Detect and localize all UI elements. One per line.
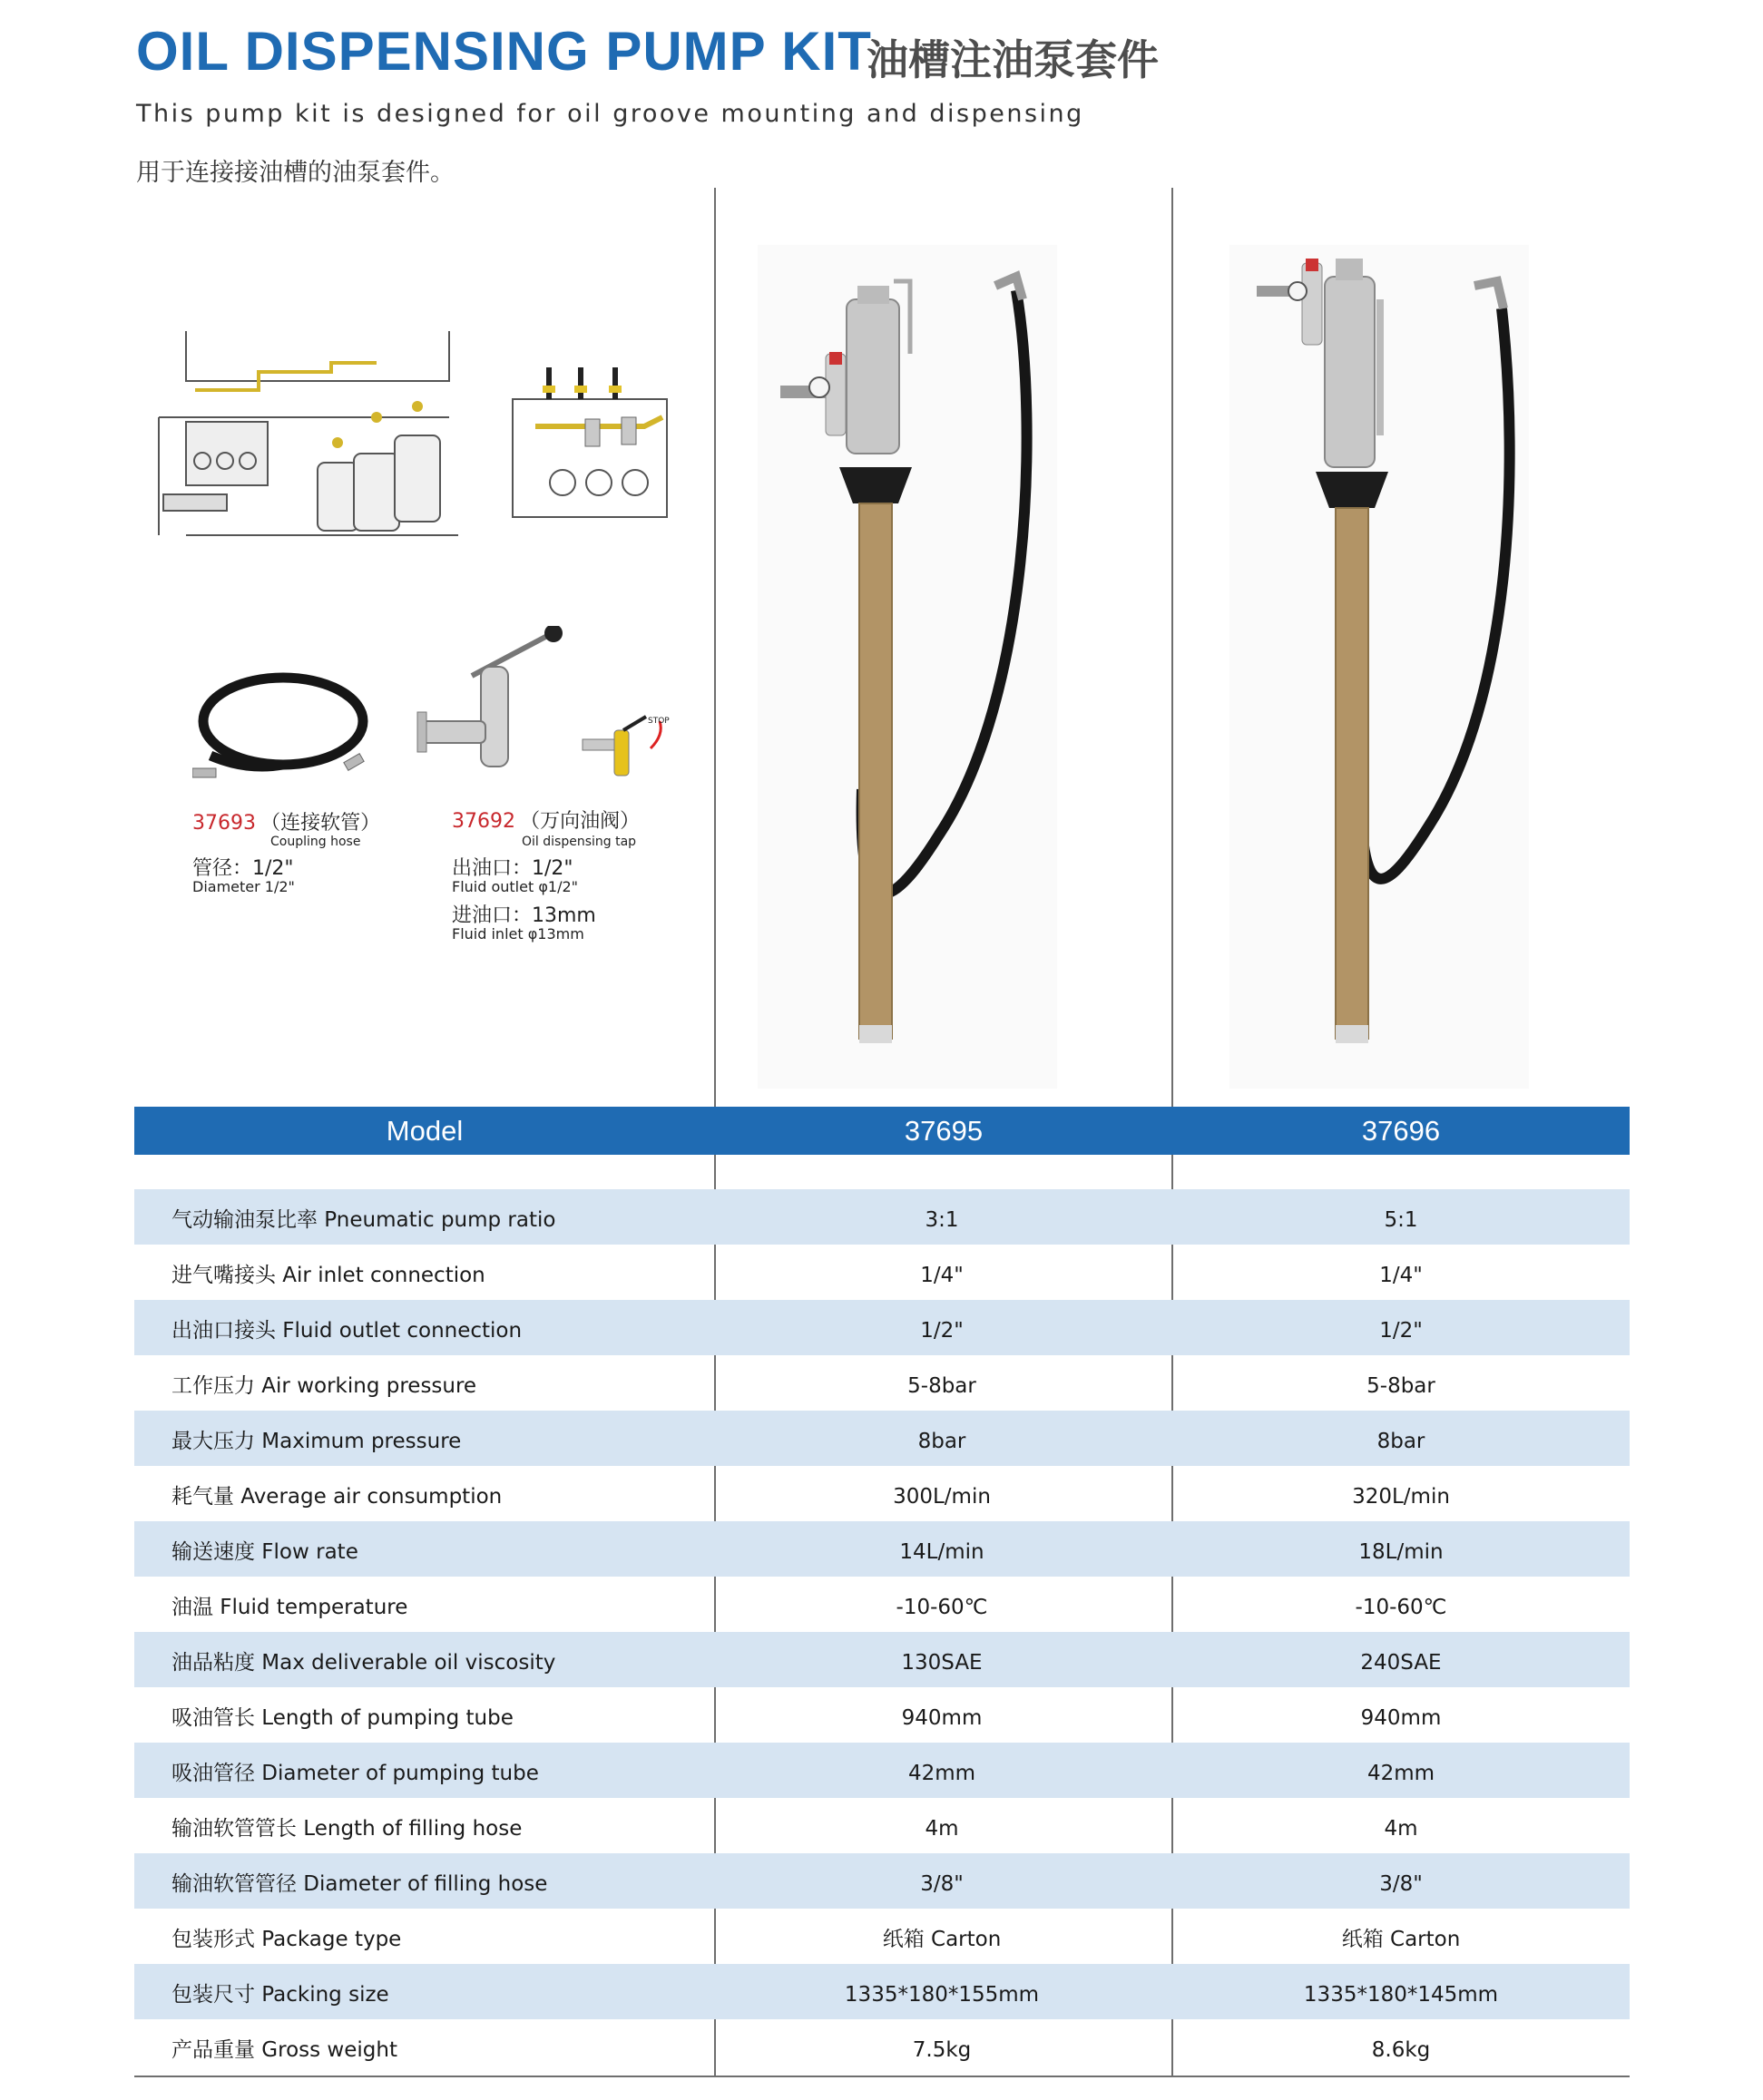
pump-37695-image <box>758 245 1057 1089</box>
table-row <box>134 1909 1630 1964</box>
row-value-37695: 纸箱 Carton <box>882 1928 1002 1951</box>
stop-label: STOP <box>648 717 670 726</box>
row-value-37695: 130SAE <box>901 1651 983 1675</box>
part-name-cn: （万向油阀） <box>520 810 641 833</box>
table-bottom-rule <box>134 2076 1630 2077</box>
row-value-37696: 240SAE <box>1360 1651 1442 1675</box>
table-row <box>134 1687 1630 1743</box>
row-label: 包装尺寸 Packing size <box>171 1983 389 2007</box>
row-value-37696: 1/4" <box>1379 1264 1423 1287</box>
row-value-37695: 7.5kg <box>912 2038 972 2062</box>
part-37693-caption <box>192 807 380 835</box>
row-value-37696: -10-60℃ <box>1355 1596 1447 1619</box>
row-value-37696: 1/2" <box>1379 1319 1423 1343</box>
row-value-37695: 8bar <box>917 1430 966 1453</box>
row-value-37696: 42mm <box>1366 1762 1435 1785</box>
row-value-37695: 42mm <box>907 1762 976 1785</box>
part-name-en: Oil dispensing tap <box>522 835 637 849</box>
row-label: 油温 Fluid temperature <box>171 1596 408 1619</box>
row-label: 产品重量 Gross weight <box>171 2038 397 2062</box>
table-row <box>134 1189 1630 1245</box>
part-spec-cn: 出油口：1/2" <box>452 857 573 880</box>
row-value-37696: 18L/min <box>1358 1540 1444 1564</box>
table-row <box>134 1853 1630 1909</box>
oil-dispensing-tap-image <box>413 626 594 780</box>
part-spec-en: Fluid inlet φ13mm <box>452 925 584 943</box>
subtitle-en: This pump kit is designed for oil groove mounting and dispensing <box>136 100 1084 128</box>
row-value-37695: 14L/min <box>899 1540 984 1564</box>
table-row <box>134 1300 1630 1355</box>
row-label: 气动输油泵比率 Pneumatic pump ratio <box>171 1208 556 1232</box>
row-label: 包装形式 Package type <box>171 1928 402 1951</box>
table-row <box>134 1411 1630 1466</box>
installation-diagram-taps <box>508 363 690 522</box>
row-value-37696: 5:1 <box>1384 1208 1418 1232</box>
row-label: 出油口接头 Fluid outlet connection <box>171 1319 523 1343</box>
row-value-37695: 1/4" <box>920 1264 964 1287</box>
part-spec-cn: 进油口：13mm <box>452 904 596 927</box>
row-value-37696: 1335*180*145mm <box>1303 1983 1499 2007</box>
part-name-en: Coupling hose <box>270 835 361 849</box>
part-name-cn: （连接软管） <box>260 812 381 835</box>
header-model-37696: 37696 <box>1361 1115 1441 1147</box>
tap-stop-icon <box>573 712 673 780</box>
coupling-hose-image <box>192 667 383 785</box>
table-row <box>134 1466 1630 1521</box>
part-spec-en: Fluid outlet φ1/2" <box>452 878 578 895</box>
row-value-37695: 300L/min <box>893 1485 991 1509</box>
row-value-37696: 4m <box>1384 1817 1418 1841</box>
row-value-37695: 3/8" <box>920 1872 964 1896</box>
row-value-37696: 3/8" <box>1379 1872 1423 1896</box>
row-label: 耗气量 Average air consumption <box>171 1485 503 1509</box>
table-row <box>134 1964 1630 2019</box>
subtitle-cn: 用于连接接油槽的油泵套件。 <box>136 159 455 187</box>
row-value-37695: 4m <box>925 1817 959 1841</box>
table-header <box>134 1107 1630 1155</box>
part-code: 37693 <box>192 812 256 835</box>
part-spec-cn: 管径：1/2" <box>192 857 294 880</box>
table-row <box>134 1245 1630 1300</box>
part-37692-caption <box>452 806 640 834</box>
row-value-37695: 3:1 <box>925 1208 959 1232</box>
row-value-37696: 5-8bar <box>1366 1374 1435 1398</box>
table-row <box>134 2019 1630 2075</box>
row-label: 吸油管长 Length of pumping tube <box>171 1706 514 1730</box>
row-value-37696: 940mm <box>1360 1706 1442 1730</box>
table-row <box>134 1632 1630 1687</box>
page-title: OIL DISPENSING PUMP KIT <box>136 21 872 82</box>
part-spec-en: Diameter 1/2" <box>192 878 295 895</box>
row-label: 工作压力 Air working pressure <box>171 1374 477 1398</box>
row-value-37696: 8bar <box>1376 1430 1425 1453</box>
row-value-37696: 320L/min <box>1352 1485 1450 1509</box>
table-row <box>134 1577 1630 1632</box>
header-model-37695: 37695 <box>904 1115 984 1147</box>
installation-diagram-drums <box>150 327 476 553</box>
row-label: 输油软管管径 Diameter of filling hose <box>171 1872 548 1896</box>
pump-37696-image <box>1229 245 1529 1089</box>
row-value-37695: -10-60℃ <box>896 1596 988 1619</box>
row-value-37695: 5-8bar <box>907 1374 976 1398</box>
row-value-37695: 940mm <box>901 1706 983 1730</box>
row-label: 吸油管径 Diameter of pumping tube <box>171 1762 539 1785</box>
row-value-37695: 1/2" <box>920 1319 964 1343</box>
row-label: 油品粘度 Max deliverable oil viscosity <box>171 1651 556 1675</box>
row-label: 输送速度 Flow rate <box>171 1540 358 1564</box>
row-label: 进气嘴接头 Air inlet connection <box>171 1264 485 1287</box>
page-title-cn: 油槽注油泵套件 <box>867 35 1159 84</box>
spec-table-body <box>134 1189 1630 2075</box>
row-label: 输油软管管长 Length of filling hose <box>171 1817 523 1841</box>
table-row <box>134 1521 1630 1577</box>
row-value-37696: 8.6kg <box>1371 2038 1431 2062</box>
part-code: 37692 <box>452 810 515 833</box>
table-row <box>134 1743 1630 1798</box>
row-label: 最大压力 Maximum pressure <box>171 1430 462 1453</box>
table-row <box>134 1798 1630 1853</box>
row-value-37695: 1335*180*155mm <box>844 1983 1040 2007</box>
header-model: Model <box>386 1115 464 1147</box>
table-row <box>134 1355 1630 1411</box>
row-value-37696: 纸箱 Carton <box>1341 1928 1461 1951</box>
